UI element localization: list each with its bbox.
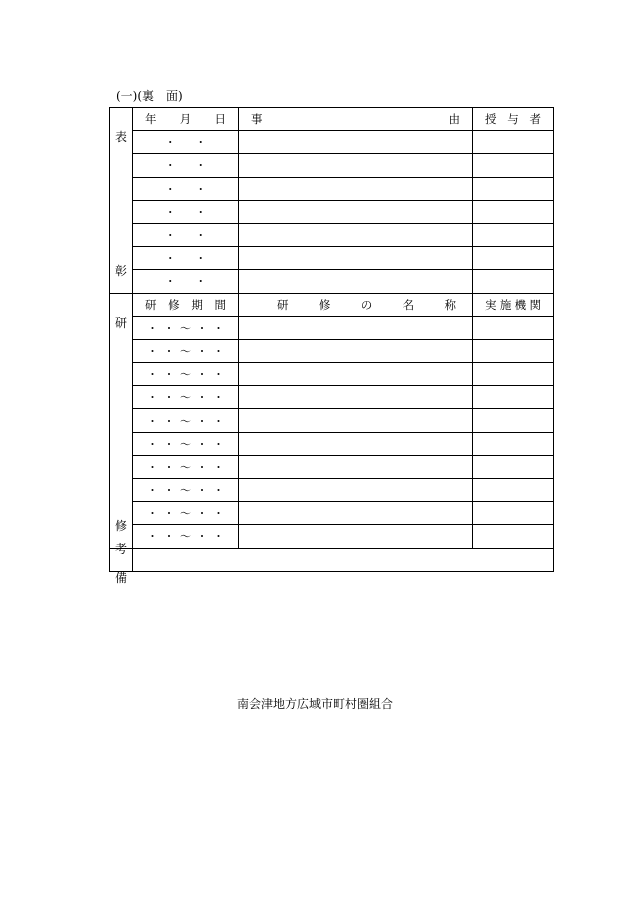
training-name-column-header [239,293,473,316]
reason-cell[interactable] [239,247,473,270]
commendation-side-label-bottom-char: 彰 [114,263,127,278]
grantor-cell[interactable] [473,131,554,154]
grantor-cell[interactable] [473,223,554,246]
header-char: 機 [514,297,527,312]
training-name-cell[interactable] [239,316,473,339]
date-cell[interactable] [133,247,239,270]
header-char: 期 [191,297,203,312]
organizer-cell[interactable] [473,502,554,525]
training-name-cell[interactable] [239,479,473,502]
period-separator: ・ [196,437,208,451]
header-char: 実 [485,297,497,312]
header-char: 研 [145,297,157,312]
organizer-cell[interactable] [473,455,554,478]
period-separator: ・ [147,391,158,405]
organizer-cell[interactable] [473,409,554,432]
training-row [110,432,554,455]
organizer-cell[interactable] [473,432,554,455]
period-separator: ・ [163,460,175,474]
commendation-row [110,154,554,177]
period-separator: ・ [196,530,208,544]
training-name-cell[interactable] [239,502,473,525]
training-row [110,386,554,409]
date-separator: ・ [164,252,176,266]
organizer-column-header [473,293,554,316]
training-row [110,409,554,432]
period-separator: ・ [196,368,208,382]
training-name-cell[interactable] [239,525,473,548]
training-row [110,316,554,339]
period-separator: ・ [213,368,224,382]
grantor-cell[interactable] [473,270,554,293]
header-char: 修 [318,297,331,312]
training-header-row [110,293,554,316]
form-section-header: (一)(裏 面) [116,89,183,103]
header-char: 授 [485,112,497,127]
organizer-cell[interactable] [473,363,554,386]
period-separator: 〜 [180,437,191,451]
grantor-cell[interactable] [473,200,554,223]
header-char: 修 [168,297,180,312]
period-separator: ・ [163,437,175,451]
period-separator: 〜 [180,414,191,428]
header-char: 与 [507,112,519,127]
training-name-cell[interactable] [239,363,473,386]
training-row [110,455,554,478]
period-separator: ・ [213,414,224,428]
period-cell[interactable] [133,339,239,362]
reason-cell[interactable] [239,223,473,246]
period-separator: ・ [213,460,224,474]
header-char: 事 [251,112,263,127]
period-separator: ・ [163,368,175,382]
period-separator: ・ [213,530,224,544]
date-separator: ・ [164,159,176,173]
date-separator: ・ [195,159,207,173]
training-name-cell[interactable] [239,409,473,432]
date-separator: ・ [195,229,207,243]
period-cell[interactable] [133,455,239,478]
date-separator: ・ [164,229,176,243]
period-separator: 〜 [180,321,191,335]
period-separator: 〜 [180,460,191,474]
training-row [110,479,554,502]
training-side-label [110,293,133,548]
reason-cell[interactable] [239,154,473,177]
header-char: 月 [179,112,192,127]
period-cell[interactable] [133,386,239,409]
reason-cell[interactable] [239,177,473,200]
date-separator: ・ [195,252,207,266]
header-char: 者 [529,112,541,127]
commendation-row [110,247,554,270]
period-separator: ・ [196,414,208,428]
period-separator: ・ [147,414,158,428]
commendation-side-label-top-char: 表 [114,130,127,144]
training-row [110,502,554,525]
organizer-cell[interactable] [473,339,554,362]
reason-column-header [239,108,473,131]
period-separator: 〜 [180,368,191,382]
header-char: の [360,297,373,312]
period-separator: ・ [213,321,224,335]
remarks-side-label-top-char: 備 [114,570,127,585]
period-cell[interactable] [133,409,239,432]
header-char: 研 [277,297,289,312]
period-separator: ・ [147,530,158,544]
period-separator: ・ [213,484,224,498]
period-separator: 〜 [180,507,191,521]
date-cell[interactable] [133,154,239,177]
period-separator: 〜 [180,391,191,405]
period-separator: ・ [163,321,175,335]
date-separator: ・ [195,205,207,219]
training-name-cell[interactable] [239,455,473,478]
period-cell[interactable] [133,502,239,525]
period-cell[interactable] [133,316,239,339]
training-name-cell[interactable] [239,339,473,362]
period-cell[interactable] [133,363,239,386]
date-separator: ・ [164,275,176,289]
period-cell[interactable] [133,479,239,502]
date-separator: ・ [164,205,176,219]
header-char: 間 [214,297,226,312]
period-separator: ・ [196,484,208,498]
training-name-cell[interactable] [239,432,473,455]
training-name-cell[interactable] [239,386,473,409]
period-separator: ・ [163,391,175,405]
training-side-label-bottom-char: 修 [114,518,127,533]
organizer-cell[interactable] [473,316,554,339]
period-separator: ・ [147,368,158,382]
remarks-side-label-bottom-char: 考 [114,541,127,556]
date-separator: ・ [164,182,176,196]
period-separator: ・ [196,321,208,335]
date-column-header [133,108,239,131]
organizer-cell[interactable] [473,386,554,409]
period-separator: 〜 [180,344,191,358]
reason-cell[interactable] [239,200,473,223]
header-char: 年 [145,112,157,127]
header-char: 関 [529,297,541,312]
remarks-side-label [110,541,133,585]
date-separator: ・ [195,182,207,196]
period-separator: ・ [147,484,158,498]
date-cell[interactable] [133,270,239,293]
header-char: 称 [444,297,456,312]
training-row [110,525,554,548]
period-separator: ・ [147,437,158,451]
period-separator: ・ [213,437,224,451]
grantor-column-header [473,108,554,131]
header-char: 日 [214,112,226,127]
header-char: 名 [402,297,415,312]
header-char: 施 [499,297,512,312]
date-separator: ・ [164,136,176,150]
period-separator: ・ [147,507,158,521]
period-column-header [133,293,239,316]
commendation-side-label [110,108,133,294]
organizer-cell[interactable] [473,479,554,502]
training-row [110,363,554,386]
training-side-label-top-char: 研 [114,315,127,330]
period-separator: ・ [213,391,224,405]
grantor-cell[interactable] [473,247,554,270]
reason-cell[interactable] [239,131,473,154]
period-separator: ・ [163,484,175,498]
commendation-row [110,200,554,223]
record-form-table [109,107,554,585]
period-separator: ・ [163,414,175,428]
period-separator: ・ [163,344,175,358]
period-separator: ・ [163,530,175,544]
period-separator: ・ [196,391,208,405]
commendation-row [110,131,554,154]
period-separator: ・ [147,344,158,358]
organization-name: 南会津地方広域市町村圏組合 [236,697,393,711]
commendation-row [110,270,554,293]
period-separator: ・ [196,344,208,358]
remarks-row [110,548,554,571]
grantor-cell[interactable] [473,177,554,200]
remarks-cell[interactable] [133,548,554,571]
date-cell[interactable] [133,131,239,154]
commendation-row [110,223,554,246]
date-cell[interactable] [133,177,239,200]
commendation-row [110,177,554,200]
period-separator: ・ [147,460,158,474]
period-separator: ・ [163,507,175,521]
reason-cell[interactable] [239,270,473,293]
period-separator: ・ [196,460,208,474]
period-cell[interactable] [133,432,239,455]
period-separator: ・ [147,321,158,335]
date-cell[interactable] [133,223,239,246]
period-separator: 〜 [180,530,191,544]
grantor-cell[interactable] [473,154,554,177]
date-cell[interactable] [133,200,239,223]
organizer-cell[interactable] [473,525,554,548]
header-char: 由 [448,112,460,127]
period-separator: ・ [213,507,224,521]
period-separator: ・ [196,507,208,521]
period-separator: ・ [213,344,224,358]
period-separator: 〜 [180,484,191,498]
period-cell[interactable] [133,525,239,548]
date-separator: ・ [195,275,207,289]
date-separator: ・ [195,136,207,150]
commendation-header-row [110,108,554,131]
training-row [110,339,554,362]
